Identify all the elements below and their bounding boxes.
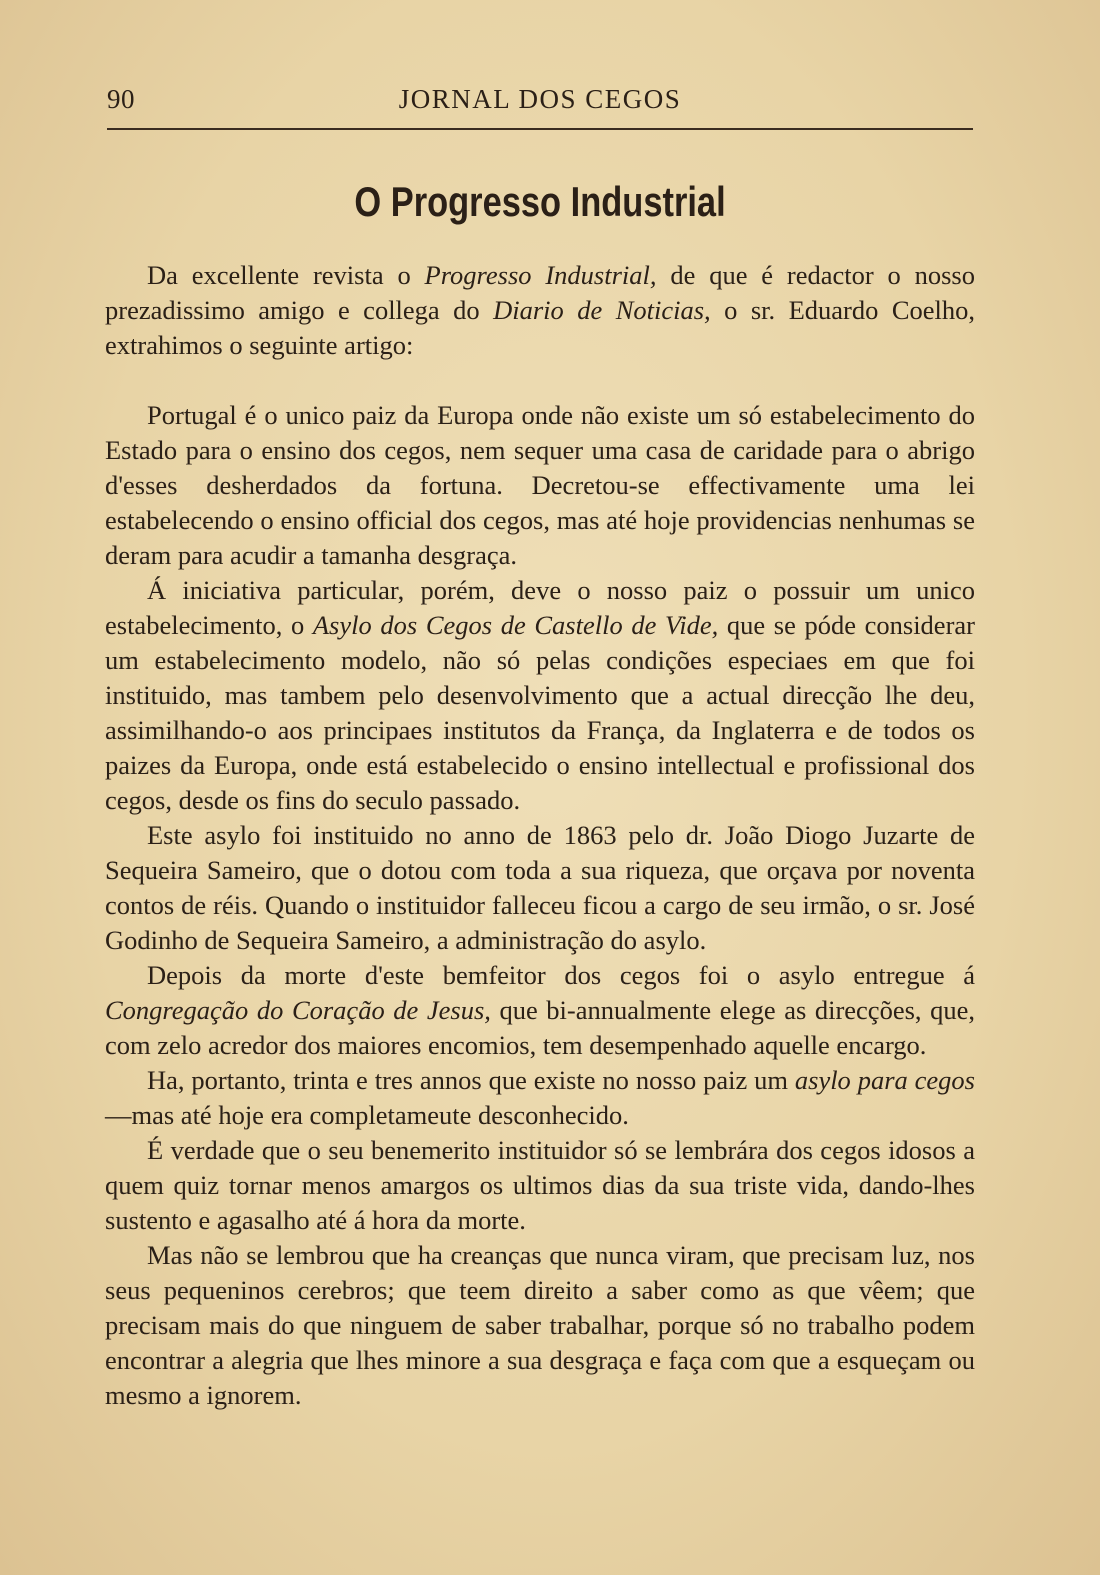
p5-italic-1: asylo para cegos (794, 1065, 975, 1095)
paragraph-7: Mas não se lembrou que ha creanças que nunca viram, que precisam luz, nos seus pequeninos cerebros; que teem direito a saber como as que vêem; que precisam mais do que ninguem de saber trabalhar, porque só no trabalho podem encontrar a alegria que lhes minore a sua desgraça e faça com que a esqueçam ou mesmo a ignorem. (105, 1240, 975, 1410)
paragraph-5 (105, 1063, 975, 1133)
intro-text-1: Da excellente revista o (147, 260, 425, 290)
p5-text-2: —mas até hoje era completameute desconhecido. (105, 1100, 629, 1130)
intro-text-2: de que é redactor o nosso prezadissimo amigo e collega do (105, 260, 975, 325)
header-rule (107, 128, 973, 130)
paragraph-1: Portugal é o unico paiz da Europa onde não existe um só estabelecimento do Estado para o ensino dos cegos, nem sequer uma casa de caridade para o abrigo d'esses desherdados da fortuna. Decretou-se effectivamente uma lei estabelecendo o ensino official dos cegos, mas até hoje providencias nenhumas se deram para acudir a tamanha desgraça. (105, 400, 975, 570)
p4-text-1: Depois da morte d'este bemfeitor dos cegos foi o asylo entregue á (147, 960, 975, 990)
paragraph-4 (105, 958, 975, 1063)
paragraph-3: Este asylo foi instituido no anno de 1863 pelo dr. João Diogo Juzarte de Sequeira Sameiro, que o dotou com toda a sua riqueza, que orçava por noventa contos de réis. Quando o instituidor falleceu ficou a cargo de seu irmão, o sr. José Godinho de Sequeira Sameiro, a administração do asylo. (105, 820, 975, 955)
p2-text-1: Á iniciativa particular, porém, deve o nosso paiz o possuir um unico estabelecimento, o (105, 575, 975, 640)
journal-title: JORNAL DOS CEGOS (398, 84, 682, 114)
p2-text-2: que se póde considerar um estabelecimento modelo, não só pelas condições especiaes em que foi instituido, mas tambem pelo desenvolvimento que a actual direcção lhe deu, assimilhando-o aos principaes institutos da França, da Inglaterra e de todos os paizes da Europa, onde está estabelecido o ensino intellectual e profissional dos cegos, desde os fins do seculo passado. (105, 610, 975, 815)
paragraph-6: É verdade que o seu benemerito instituidor só se lembrára dos cegos idosos a quem quiz tornar menos amargos os ultimos dias da sua triste vida, dando-lhes sustento e agasalho até á hora da morte. (105, 1135, 975, 1235)
paragraph-2 (105, 573, 975, 818)
p5-text-1: Ha, portanto, trinta e tres annos que existe no nosso paiz um (147, 1065, 795, 1095)
intro-italic-2: Diario de Noticias, (493, 295, 711, 325)
p4-italic-1: Congregação do Coração de Jesus, (105, 995, 491, 1025)
intro-text-3: o sr. Eduardo Coelho, extrahimos o seguinte artigo: (105, 295, 975, 360)
page-number: 90 (107, 84, 135, 114)
article-title: O Progresso Industrial (354, 178, 726, 225)
p2-italic-1: Asylo dos Cegos de Castello de Vide, (312, 610, 719, 640)
intro-italic-1: Progresso Industrial, (424, 260, 657, 290)
intro-paragraph (105, 258, 975, 363)
running-head (107, 84, 973, 120)
p4-text-2: que bi-annualmente elege as direcções, que, com zelo acredor dos maiores encomios, tem desempenhado aquelle encargo. (105, 995, 975, 1060)
article-body (105, 258, 975, 1413)
